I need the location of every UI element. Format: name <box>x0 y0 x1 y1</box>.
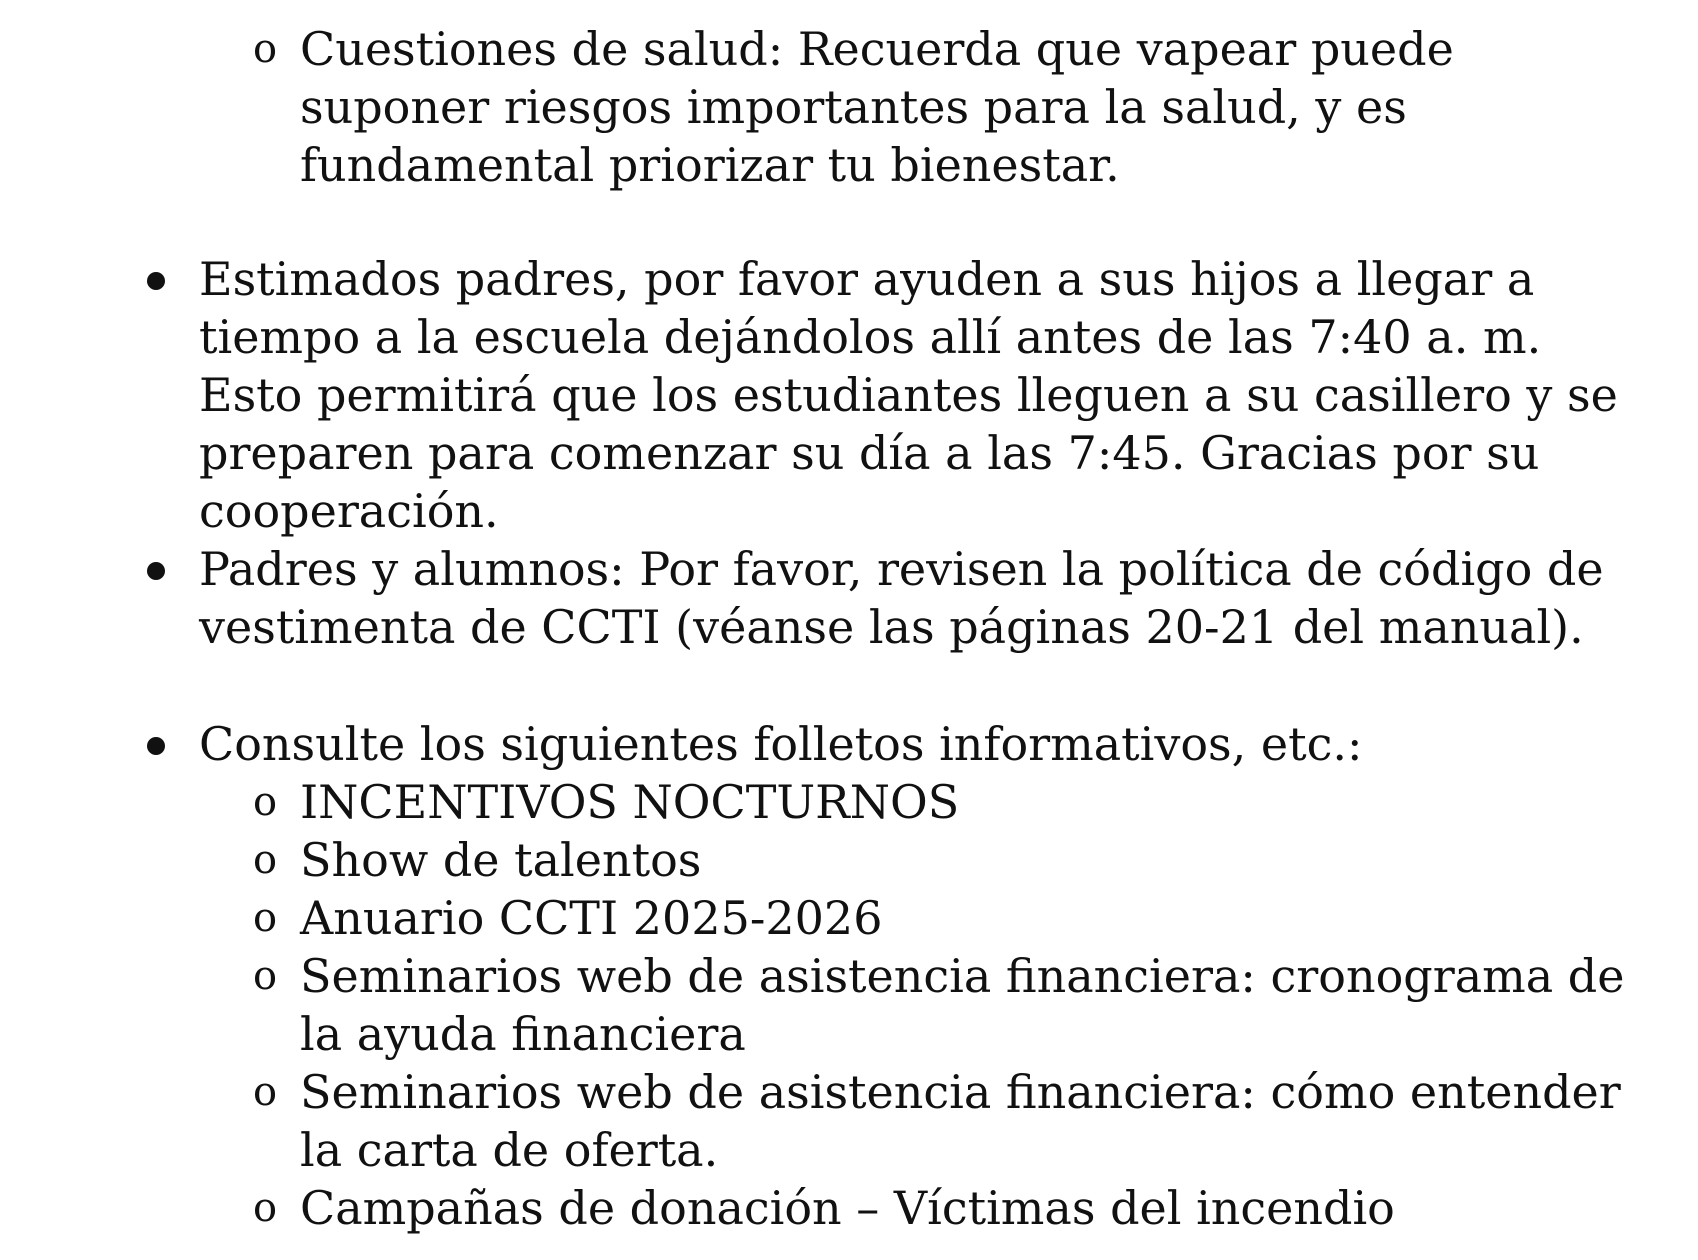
sub-bullet-marker: o <box>252 26 278 72</box>
flyer-item <box>252 831 1630 889</box>
sub-bullet-marker: o <box>252 779 278 825</box>
sub-bullet-marker: o <box>252 1069 278 1115</box>
sub-bullet-marker: o <box>252 895 278 941</box>
flyer-item <box>252 1179 1630 1237</box>
flyer-item-text: Seminarios web de asistencia financiera: cronograma de la ayuda financiera <box>300 949 1625 1061</box>
health-subitem <box>252 20 1620 194</box>
flyer-item-text: Campañas de donación – Víctimas del incendio <box>300 1181 1395 1235</box>
bullet-marker <box>147 737 165 755</box>
bullet-item-dress-code <box>199 540 1639 656</box>
sub-bullet-marker: o <box>252 953 278 999</box>
bullet-item-arrival-time <box>199 250 1639 540</box>
sub-bullet-marker: o <box>252 1185 278 1231</box>
flyers-sublist <box>252 773 1630 1237</box>
bullet-item-flyers <box>199 715 1639 773</box>
bullet-marker <box>147 562 165 580</box>
flyer-item-text: Seminarios web de asistencia financiera: cómo entender la carta de oferta. <box>300 1065 1621 1177</box>
bullet-marker <box>147 272 165 290</box>
bullet-text: Padres y alumnos: Por favor, revisen la política de código de vestimenta de CCTI (véanse las páginas 20-21 del manual). <box>199 542 1604 654</box>
flyer-item-text: Show de talentos <box>300 833 702 887</box>
health-subitem-text: Cuestiones de salud: Recuerda que vapear puede suponer riesgos importantes para la salud, y es fundamental priorizar tu bienestar. <box>300 22 1454 192</box>
flyer-item-text: INCENTIVOS NOCTURNOS <box>300 775 960 829</box>
bullet-text: Estimados padres, por favor ayuden a sus hijos a llegar a tiempo a la escuela dejándolos allí antes de las 7:40 a. m. Esto permitirá que los estudiantes lleguen a su casillero y se preparen para comenzar su día a las 7:45. Gracias por su cooperación. <box>199 252 1618 538</box>
flyer-item <box>252 1063 1630 1179</box>
flyer-item-text: Anuario CCTI 2025-2026 <box>300 891 883 945</box>
flyer-item <box>252 773 1630 831</box>
sub-bullet-marker: o <box>252 837 278 883</box>
flyer-item <box>252 889 1630 947</box>
flyer-item <box>252 947 1630 1063</box>
bullet-text: Consulte los siguientes folletos informativos, etc.: <box>199 717 1363 771</box>
